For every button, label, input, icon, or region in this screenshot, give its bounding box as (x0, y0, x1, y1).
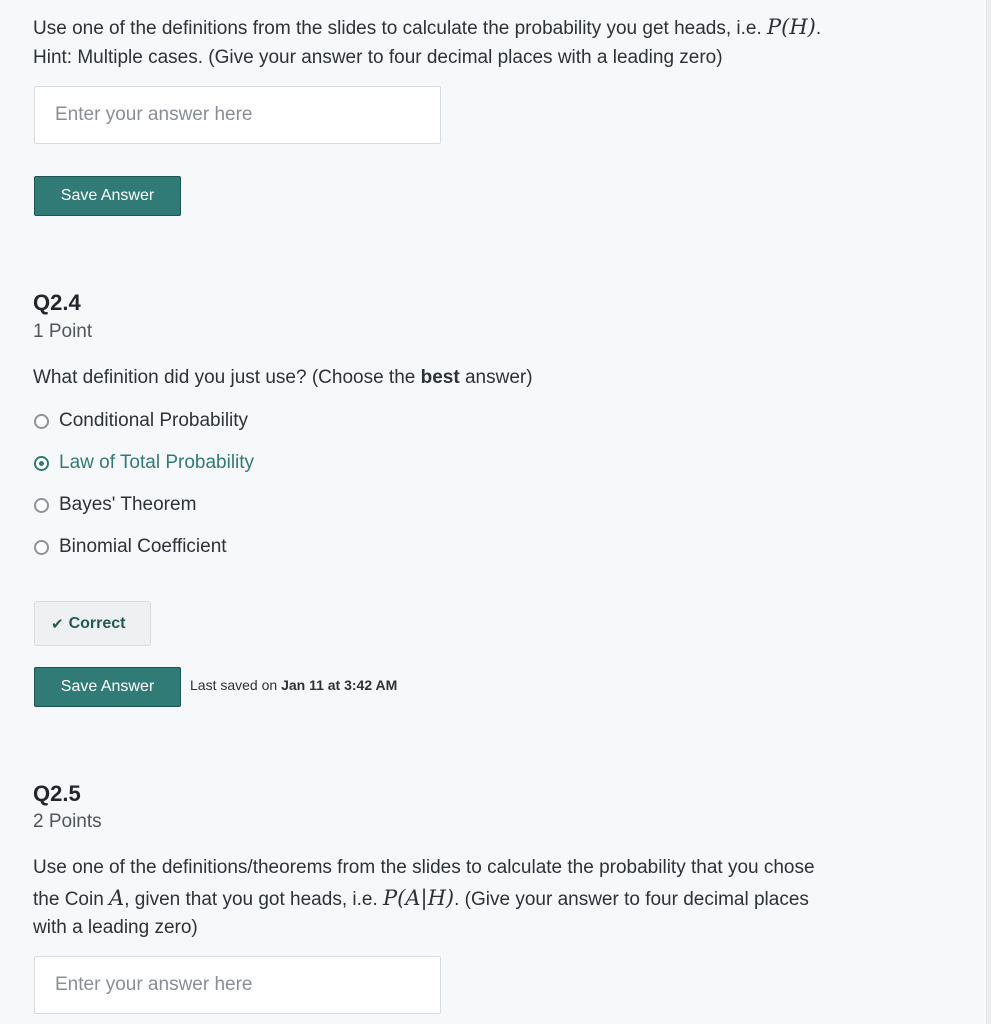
q25-points: 2 Points (33, 811, 102, 832)
radio-button-icon[interactable] (34, 540, 49, 555)
correct-label: Correct (68, 614, 126, 632)
radio-option-label: Conditional Probability (59, 410, 249, 431)
last-saved-time: Jan 11 at 3:42 AM (281, 677, 398, 693)
q24-points: 1 Point (33, 321, 93, 342)
scrollbar-track[interactable] (986, 0, 991, 1024)
radio-button-selected-icon[interactable] (34, 456, 49, 471)
radio-option-conditional-probability[interactable] (34, 400, 254, 442)
q25-prompt-line2-before: the Coin (33, 889, 110, 910)
radio-button-icon[interactable] (34, 414, 49, 429)
q25-title: Q2.5 (33, 781, 81, 806)
radio-option-law-of-total-probability[interactable] (34, 442, 254, 484)
q24-prompt-before: What definition did you just use? (Choose the (33, 367, 421, 388)
q23-prompt-end: . (815, 18, 822, 39)
q25-prompt-math-pah: P(A|H) (383, 886, 455, 910)
last-saved-prefix: Last saved on (190, 677, 282, 693)
q24-options (34, 400, 254, 568)
radio-option-label: Bayes' Theorem (59, 494, 197, 515)
q23-hint: Hint: Multiple cases. (Give your answer to four decimal places with a leading zero) (33, 47, 723, 68)
radio-option-binomial-coefficient[interactable] (34, 526, 254, 568)
correct-status-badge (34, 601, 151, 646)
q24-prompt-bold: best (420, 367, 460, 388)
q23-prompt-text: Use one of the definitions from the slides to calculate the probability you get heads, i.e. (33, 18, 768, 39)
q25-prompt-line1: Use one of the definitions/theorems from the slides to calculate the probability that you chose (33, 857, 815, 878)
q24-prompt (33, 363, 533, 393)
q23-prompt (33, 12, 821, 44)
q25-prompt-math-a: A (109, 886, 125, 910)
radio-option-bayes-theorem[interactable] (34, 484, 254, 526)
q25-prompt-line2-after: . (Give your answer to four decimal places (454, 889, 809, 910)
q24-title: Q2.4 (33, 290, 81, 315)
q23-save-answer-button[interactable]: Save Answer (34, 176, 181, 216)
q25-prompt-line2 (33, 883, 809, 915)
q25-prompt-line3: with a leading zero) (33, 917, 198, 938)
q23-answer-input[interactable] (34, 86, 441, 144)
checkmark-icon: ✔ (51, 615, 64, 633)
q25-answer-input[interactable] (34, 956, 441, 1014)
radio-option-label: Binomial Coefficient (59, 536, 227, 557)
last-saved-status (190, 677, 397, 693)
radio-option-label: Law of Total Probability (59, 452, 255, 473)
q23-prompt-math: P(H) (767, 15, 816, 39)
radio-button-icon[interactable] (34, 498, 49, 513)
q25-prompt-line2-mid: , given that you got heads, i.e. (124, 889, 384, 910)
q24-save-answer-button[interactable]: Save Answer (34, 667, 181, 707)
q24-prompt-after: answer) (459, 367, 533, 388)
